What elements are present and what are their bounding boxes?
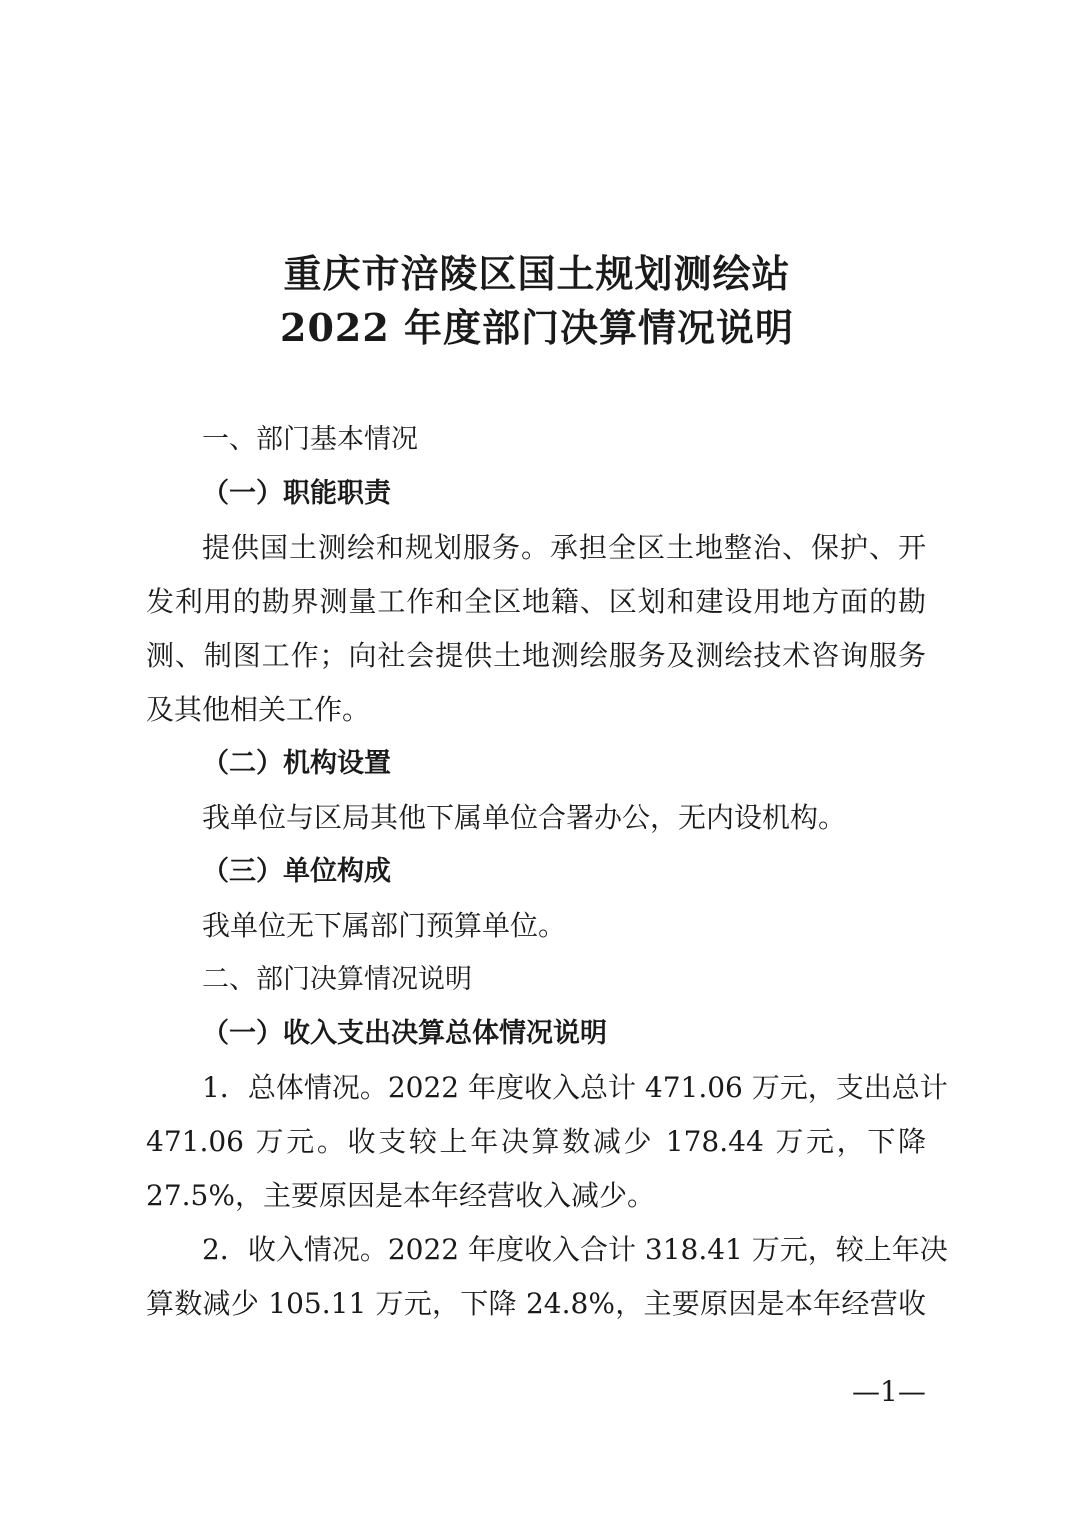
- subsection-heading-organization: （二）机构设置: [202, 748, 391, 779]
- subsection-heading-duties: （一）职能职责: [202, 478, 391, 509]
- section-heading-final-accounts: 二、部门决算情况说明: [202, 964, 472, 995]
- document-title-line-2: 2022 年度部门决算情况说明: [280, 305, 794, 350]
- subsection-heading-income-expenditure: （一）收入支出决算总体情况说明: [202, 1018, 607, 1049]
- paragraph-line: 测、制图工作；向社会提供土地测绘服务及测绘技术咨询服务: [146, 639, 926, 672]
- paragraph-line: 提供国土测绘和规划服务。承担全区土地整治、保护、开: [202, 531, 926, 564]
- paragraph-line: 我单位无下属部门预算单位。: [202, 909, 567, 942]
- paragraph-line: 471.06 万元。收支较上年决算数减少 178.44 万元，下降: [146, 1125, 926, 1158]
- paragraph-line: 我单位与区局其他下属单位合署办公，无内设机构。: [202, 801, 847, 834]
- section-heading-basic-info: 一、部门基本情况: [202, 424, 418, 455]
- paragraph-line: 发利用的勘界测量工作和全区地籍、区划和建设用地方面的勘: [146, 585, 926, 618]
- page-number: —1—: [852, 1375, 926, 1408]
- subsection-heading-composition: （三）单位构成: [202, 856, 391, 887]
- paragraph-line: 1．总体情况。2022 年度收入总计 471.06 万元，支出总计: [202, 1071, 948, 1104]
- paragraph-line: 27.5%，主要原因是本年经营收入减少。: [146, 1179, 655, 1212]
- paragraph-line: 及其他相关工作。: [146, 693, 371, 726]
- paragraph-line: 2．收入情况。2022 年度收入合计 318.41 万元，较上年决: [202, 1233, 948, 1266]
- paragraph-line: 算数减少 105.11 万元，下降 24.8%，主要原因是本年经营收: [146, 1287, 926, 1320]
- document-title-line-1: 重庆市涪陵区国土规划测绘站: [283, 251, 791, 296]
